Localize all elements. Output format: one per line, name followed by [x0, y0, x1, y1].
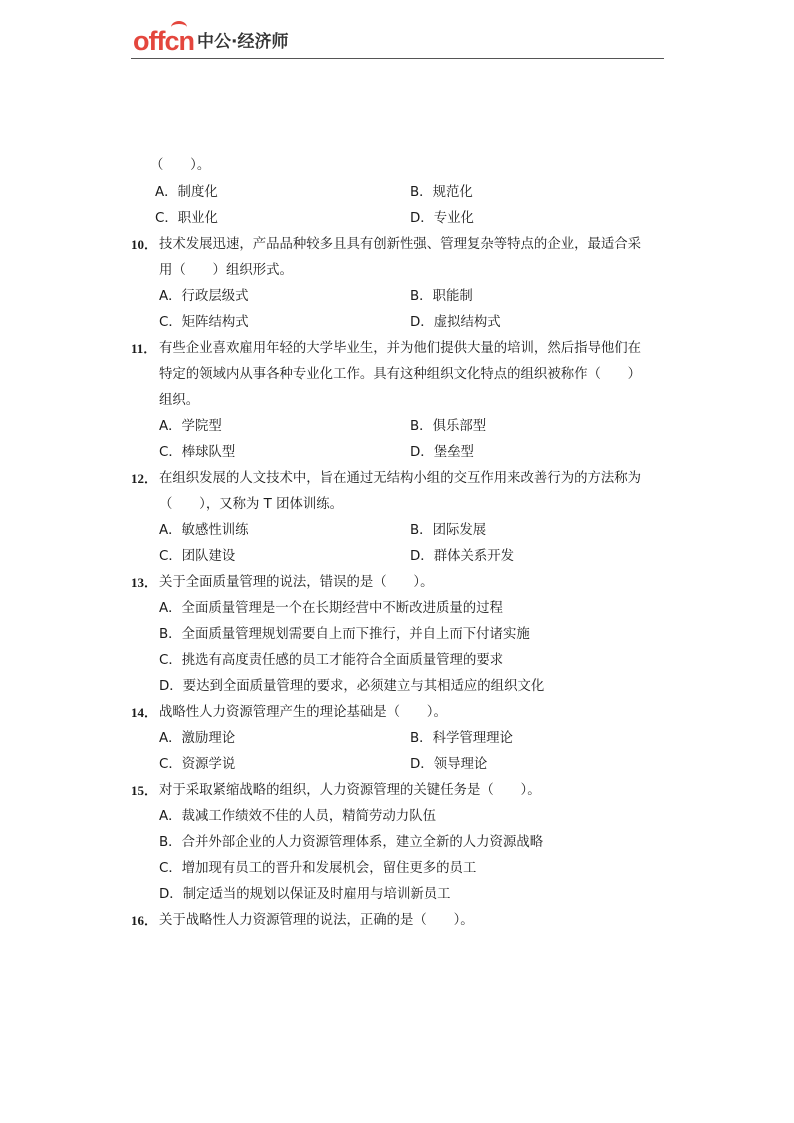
q11-number: 11． — [131, 341, 157, 356]
q14-option-c: C．资源学说 — [159, 757, 236, 772]
q15-stem-line1: 对于采取紧缩战略的组织，人力资源管理的关键任务是（ ）。 — [159, 783, 541, 798]
q9-option-b: B．规范化 — [410, 185, 473, 200]
q16-number: 16． — [131, 913, 158, 928]
q9-option-c: C．职业化 — [155, 211, 218, 226]
q15-number: 15． — [131, 783, 158, 798]
q10-option-a: A．行政层级式 — [159, 289, 249, 304]
q11-stem-line2: 特定的领域内从事各种专业化工作。具有这种组织文化特点的组织被称作（ ） — [159, 367, 642, 382]
q14-option-a: A．激励理论 — [159, 731, 236, 746]
q9-option-d: D．专业化 — [410, 211, 474, 226]
q12-option-d: D．群体关系开发 — [410, 549, 515, 564]
q10-stem-line2: 用（ ）组织形式。 — [159, 263, 293, 278]
q11-option-c: C．棒球队型 — [159, 445, 236, 460]
q13-option-c: C．挑选有高度责任感的员工才能符合全面质量管理的要求 — [159, 653, 504, 668]
q14-number: 14． — [131, 705, 158, 720]
q10-stem-line1: 技术发展迅速，产品品种较多且具有创新性强、管理复杂等特点的企业，最适合采 — [159, 237, 642, 252]
q15-option-b: B．合并外部企业的人力资源管理体系，建立全新的人力资源战略 — [159, 835, 544, 850]
q9-option-a: A．制度化 — [155, 185, 218, 200]
q13-number: 13． — [131, 575, 158, 590]
q11-stem-line1: 有些企业喜欢雇用年轻的大学毕业生，并为他们提供大量的培训，然后指导他们在 — [159, 341, 642, 356]
brand-name: 中公·经济师 — [197, 32, 289, 52]
q12-stem-line1: 在组织发展的人文技术中，旨在通过无结构小组的交互作用来改善行为的方法称为 — [159, 471, 642, 486]
q11-option-a: A．学院型 — [159, 419, 222, 434]
q9-stem-tail: （ ）。 — [150, 158, 211, 173]
q12-option-c: C．团队建设 — [159, 549, 236, 564]
q14-option-b: B．科学管理理论 — [410, 731, 513, 746]
q13-option-b: B．全面质量管理规划需要自上而下推行，并自上而下付诸实施 — [159, 627, 530, 642]
q15-option-c: C．增加现有员工的晋升和发展机会，留住更多的员工 — [159, 861, 477, 876]
q10-option-b: B．职能制 — [410, 289, 473, 304]
q14-option-d: D．领导理论 — [410, 757, 488, 772]
q15-option-d: D．制定适当的规划以保证及时雇用与培训新员工 — [159, 887, 451, 902]
q10-number: 10． — [131, 237, 158, 252]
q15-option-a: A．裁减工作绩效不佳的人员，精简劳动力队伍 — [159, 809, 436, 824]
q13-option-a: A．全面质量管理是一个在长期经营中不断改进质量的过程 — [159, 601, 503, 616]
q10-option-c: C．矩阵结构式 — [159, 315, 249, 330]
q13-stem-line1: 关于全面质量管理的说法，错误的是（ ）。 — [159, 575, 434, 590]
q12-stem-line2: （ ），又称为 T 团体训练。 — [159, 497, 344, 512]
q10-option-d: D．虚拟结构式 — [410, 315, 501, 330]
q12-number: 12． — [131, 471, 158, 486]
q11-option-d: D．堡垒型 — [410, 445, 474, 460]
q11-option-b: B．俱乐部型 — [410, 419, 487, 434]
logo-text: offcn — [133, 26, 194, 56]
q11-stem-line3: 组织。 — [159, 393, 200, 408]
q16-stem-line1: 关于战略性人力资源管理的说法，正确的是（ ）。 — [159, 913, 474, 928]
q13-option-d: D．要达到全面质量管理的要求，必须建立与其相适应的组织文化 — [159, 679, 545, 694]
q14-stem-line1: 战略性人力资源管理产生的理论基础是（ ）。 — [159, 705, 447, 720]
q12-option-a: A．敏感性训练 — [159, 523, 249, 538]
q12-option-b: B．团际发展 — [410, 523, 487, 538]
